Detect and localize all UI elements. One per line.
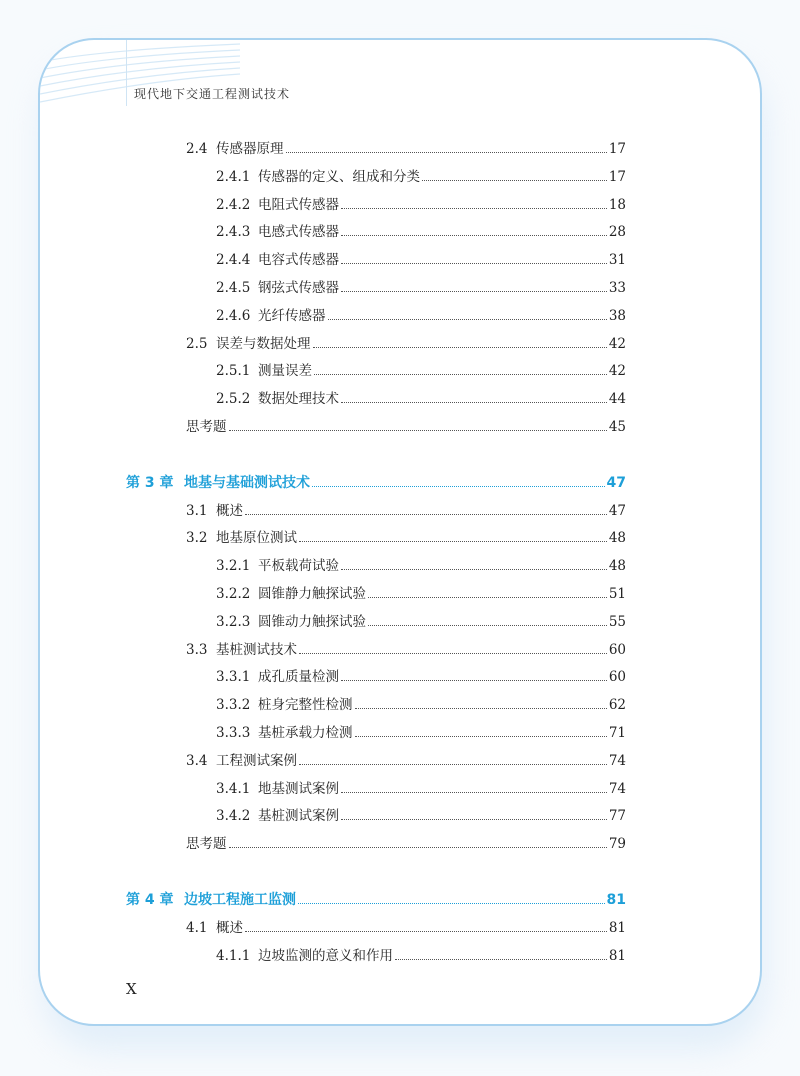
dot-leader [229, 846, 607, 848]
toc-entry-title: 平板载荷试验 [258, 558, 339, 575]
page-card [38, 38, 762, 1026]
toc-entry[interactable] [216, 303, 626, 325]
dot-leader [355, 707, 607, 709]
toc-entry-title: 电容式传感器 [258, 252, 339, 269]
toc-entry-page: 74 [608, 780, 626, 797]
toc-entry[interactable] [186, 915, 626, 937]
toc-entry-title: 桩身完整性检测 [258, 697, 353, 714]
toc-entry-page: 17 [608, 141, 626, 157]
toc-entry-number: 2.4.6 [216, 307, 251, 324]
toc-entry-title: 电阻式传感器 [258, 196, 339, 213]
dot-leader [341, 290, 607, 292]
toc-entry-page: 47 [608, 502, 626, 519]
toc-entry[interactable] [216, 247, 626, 269]
dot-leader [286, 151, 607, 153]
toc-entry-title: 电感式传感器 [258, 224, 339, 241]
toc-entry[interactable] [216, 692, 626, 714]
toc-entry-number: 3.3.1 [216, 669, 251, 686]
toc-chapter-entry[interactable] [126, 470, 626, 492]
toc-entry-title: 钢弦式传感器 [258, 280, 339, 296]
toc-entry-page: 81 [608, 947, 626, 964]
toc-entry-number: 2.5.1 [216, 363, 251, 380]
toc-entry-number: 3.1 [186, 502, 208, 519]
toc-entry-title: 基桩承载力检测 [258, 725, 353, 741]
dot-leader [298, 902, 605, 904]
dot-leader [299, 652, 607, 654]
toc-entry-number: 3.4 [186, 752, 208, 769]
toc-entry-title: 地基与基础测试技术 [184, 474, 310, 491]
toc-entry-title: 地基测试案例 [258, 780, 339, 797]
toc-entry-number: 3.2.3 [216, 613, 251, 630]
toc-entry[interactable] [216, 581, 626, 603]
toc-entry-number: 3.4.1 [216, 780, 251, 797]
toc-entry-number: 3.2.1 [216, 558, 251, 575]
dot-leader [313, 346, 607, 348]
dot-leader [341, 791, 607, 793]
toc-entry-title: 数据处理技术 [258, 391, 339, 408]
dot-leader [245, 930, 607, 932]
dot-leader [314, 373, 607, 375]
toc-entry-title: 误差与数据处理 [216, 335, 311, 352]
dot-leader [368, 596, 607, 598]
dot-leader [368, 624, 607, 626]
toc-entry-title: 光纤传感器 [258, 307, 326, 324]
toc-entry[interactable] [186, 637, 626, 659]
toc-entry-number: 2.4.4 [216, 252, 251, 269]
dot-leader [395, 958, 607, 960]
toc-entry-number: 3.3.2 [216, 697, 251, 714]
toc-entry-number: 2.4.3 [216, 224, 251, 241]
header-rule [126, 40, 127, 106]
toc-entry-number: 3.2 [186, 530, 208, 547]
toc-entry[interactable] [186, 331, 626, 353]
dot-leader [229, 429, 607, 431]
toc-entry[interactable] [186, 748, 626, 770]
toc-entry-page: 60 [608, 641, 626, 658]
toc-entry-title: 边坡监测的意义和作用 [258, 947, 393, 964]
toc-entry-page: 48 [608, 558, 626, 575]
toc-entry-page: 28 [608, 224, 626, 241]
toc-entry-page: 38 [608, 307, 626, 324]
toc-entry[interactable] [216, 164, 626, 186]
toc-entry-title: 传感器的定义、组成和分类 [258, 168, 420, 185]
dot-leader [355, 735, 607, 737]
toc-entry-title: 基桩测试案例 [258, 808, 339, 825]
toc-entry[interactable] [216, 192, 626, 214]
toc-entry-number: 3.4.2 [216, 808, 251, 825]
toc-entry[interactable] [186, 414, 626, 436]
toc-entry-title: 圆锥动力触探试验 [258, 613, 366, 630]
toc-entry-number: 3.3 [186, 641, 208, 658]
toc-entry[interactable] [216, 943, 626, 965]
toc-entry-page: 79 [608, 836, 626, 853]
toc-entry-title: 概述 [216, 919, 243, 936]
toc-entry-page: 42 [608, 363, 626, 380]
toc-chapter-entry[interactable] [126, 887, 626, 909]
dot-leader [341, 679, 607, 681]
toc-entry-page: 48 [608, 530, 626, 547]
toc-entry-number: 2.4.5 [216, 280, 251, 296]
toc-entry-page: 71 [608, 725, 626, 741]
toc-entry[interactable] [216, 664, 626, 686]
toc-entry-number: 2.4.1 [216, 168, 251, 185]
toc-entry-number: 2.4.2 [216, 196, 251, 213]
toc-entry-number: 第 3 章 [126, 474, 174, 491]
toc-entry-title: 成孔质量检测 [258, 669, 339, 686]
toc-entry-number: 第 4 章 [126, 892, 174, 908]
toc-entry-page: 31 [608, 252, 626, 269]
dot-leader [341, 401, 607, 403]
toc-entry-page: 42 [608, 335, 626, 352]
toc-entry-page: 33 [608, 280, 626, 296]
toc-entry-title: 思考题 [186, 419, 227, 435]
toc-entry[interactable] [216, 803, 626, 825]
toc-entry-page: 17 [608, 168, 626, 185]
toc-entry-number: 3.3.3 [216, 725, 251, 741]
dot-leader [341, 234, 607, 236]
toc-entry-number: 2.4 [186, 141, 208, 157]
toc-entry-title: 思考题 [186, 836, 227, 853]
toc-entry[interactable] [216, 553, 626, 575]
toc-entry-page: 74 [608, 752, 626, 769]
toc-entry-number: 4.1.1 [216, 947, 251, 964]
toc-entry-page: 44 [608, 391, 626, 408]
toc-entry-page: 62 [608, 697, 626, 714]
toc-entry-title: 传感器原理 [216, 141, 284, 157]
toc-entry-page: 60 [608, 669, 626, 686]
toc-entry-number: 4.1 [186, 919, 208, 936]
toc-entry-title: 边坡工程施工监测 [184, 892, 296, 908]
toc-entry-number: 3.2.2 [216, 586, 251, 602]
toc-entry-title: 圆锥静力触探试验 [258, 586, 366, 602]
toc-entry-page: 81 [606, 892, 626, 908]
toc-entry-title: 测量误差 [258, 363, 312, 380]
toc-entry-page: 81 [608, 919, 626, 936]
dot-leader [245, 513, 607, 515]
dot-leader [422, 179, 607, 181]
toc-entry-title: 基桩测试技术 [216, 641, 297, 658]
toc-entry[interactable] [186, 136, 626, 158]
dot-leader [328, 318, 607, 320]
toc-entry[interactable] [216, 776, 626, 798]
toc-entry-page: 18 [608, 196, 626, 213]
toc-entry-page: 77 [608, 808, 626, 825]
dot-leader [312, 485, 605, 487]
toc-entry[interactable] [216, 609, 626, 631]
running-head: 现代地下交通工程测试技术 [134, 87, 291, 101]
toc-entry-page: 45 [608, 419, 626, 435]
page-number: X [126, 980, 137, 998]
toc-entry[interactable] [216, 219, 626, 241]
toc-entry-number: 2.5.2 [216, 391, 251, 408]
toc-entry-page: 47 [606, 474, 626, 491]
toc-entry[interactable] [186, 525, 626, 547]
toc-entry-page: 51 [608, 586, 626, 602]
toc-entry[interactable] [186, 498, 626, 520]
toc-entry[interactable] [216, 720, 626, 742]
toc-entry-number: 2.5 [186, 335, 208, 352]
toc-entry[interactable] [216, 275, 626, 297]
dot-leader [299, 540, 607, 542]
dot-leader [341, 262, 607, 264]
dot-leader [341, 568, 607, 570]
toc-entry[interactable] [186, 831, 626, 853]
dot-leader [299, 763, 607, 765]
dot-leader [341, 207, 607, 209]
toc-entry-title: 概述 [216, 502, 243, 519]
toc-entry[interactable] [216, 386, 626, 408]
toc-entry-page: 55 [608, 613, 626, 630]
toc-entry-title: 地基原位测试 [216, 530, 297, 547]
dot-leader [341, 818, 607, 820]
toc-entry-title: 工程测试案例 [216, 752, 297, 769]
toc-entry[interactable] [216, 358, 626, 380]
